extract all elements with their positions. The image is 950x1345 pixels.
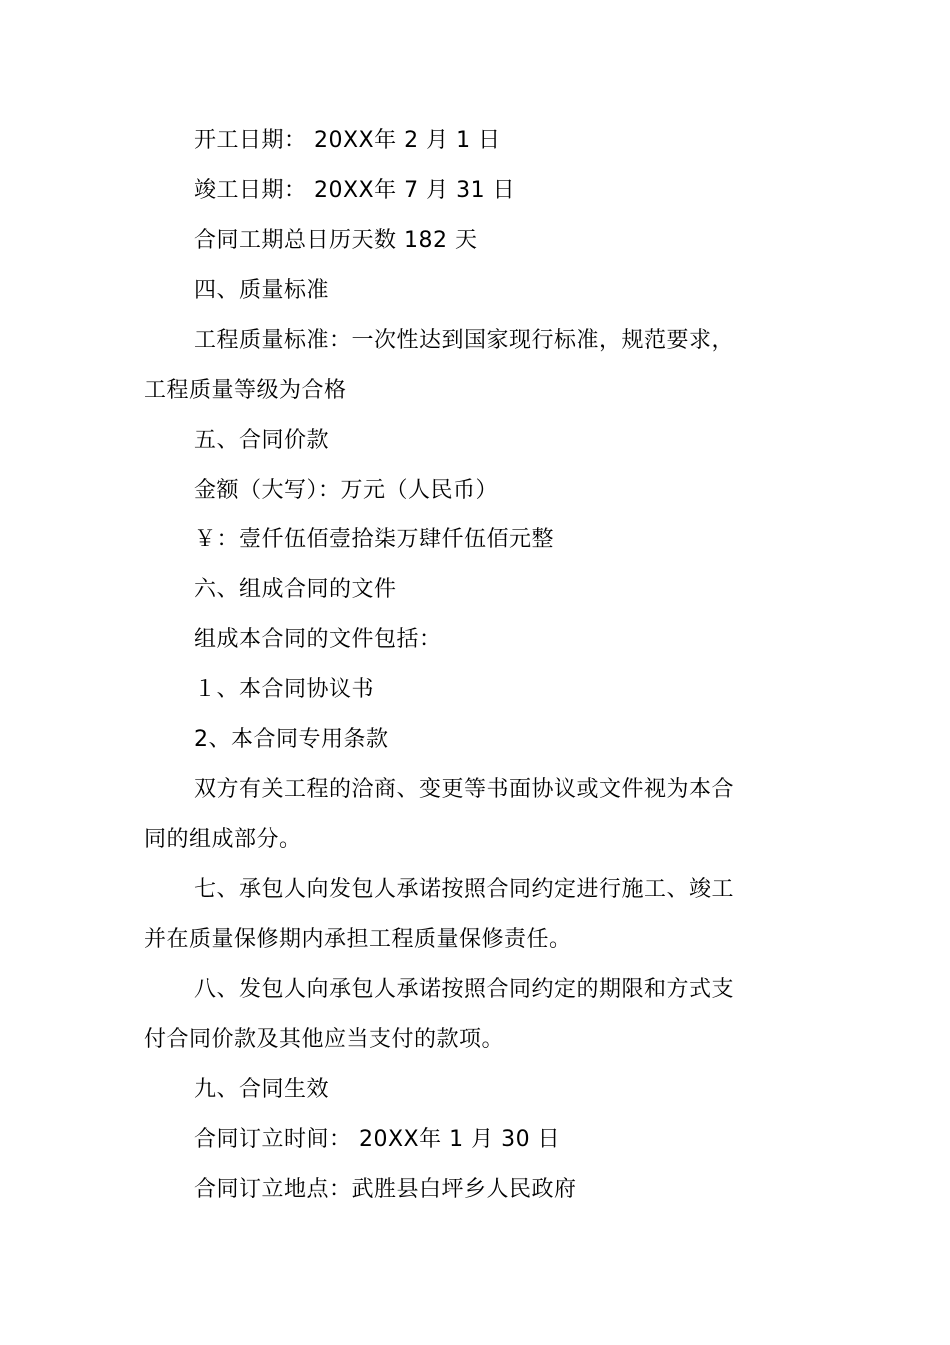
amount-yuan-line: ￥：壹仟伍佰壹拾柒万肆仟伍佰元整 [194,527,555,552]
document-item-2: 2、本合同专用条款 [194,727,389,752]
amount-capital-line: 金额（大写）：万元（人民币） [194,478,499,503]
employer-promise-continuation: 付合同价款及其他应当支付的款项。 [144,1027,505,1052]
section-heading-documents: 六、组成合同的文件 [194,577,397,602]
quality-standard-line: 工程质量标准：一次性达到国家现行标准，规范要求， [194,328,735,353]
signing-place-line: 合同订立地点：武胜县白坪乡人民政府 [194,1177,577,1202]
document-item-1: １、本合同协议书 [194,677,375,702]
negotiation-continuation: 同的组成部分。 [144,827,302,852]
completion-date-line: 竣工日期： 20XX年 7 月 31 日 [194,178,516,203]
section-heading-quality: 四、质量标准 [194,278,330,303]
documents-intro-line: 组成本合同的文件包括： [194,627,442,652]
section-employer-promise: 八、发包人向承包人承诺按照合同约定的期限和方式支 [194,977,735,1002]
negotiation-line: 双方有关工程的洽商、变更等书面协议或文件视为本合 [194,777,735,802]
signing-time-line: 合同订立时间： 20XX年 1 月 30 日 [194,1127,561,1152]
quality-standard-continuation: 工程质量等级为合格 [144,378,347,403]
total-days-line: 合同工期总日历天数 182 天 [194,228,478,253]
section-heading-price: 五、合同价款 [194,428,330,453]
section-contractor-promise: 七、承包人向发包人承诺按照合同约定进行施工、竣工 [194,877,735,902]
contractor-promise-continuation: 并在质量保修期内承担工程质量保修责任。 [144,927,572,952]
start-date-line: 开工日期： 20XX年 2 月 1 日 [194,128,501,153]
section-heading-effect: 九、合同生效 [194,1077,330,1102]
